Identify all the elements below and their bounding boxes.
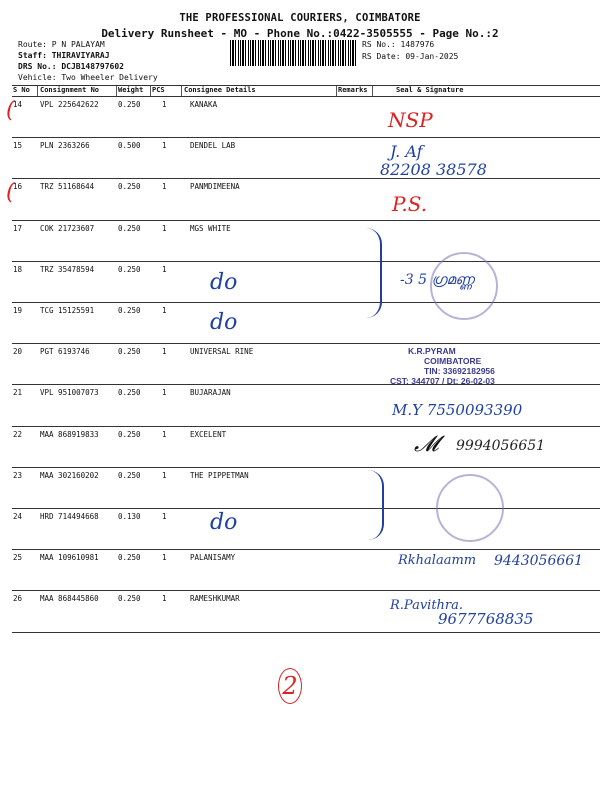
- company-stamp: [390, 346, 560, 386]
- divider: [336, 86, 337, 96]
- row-pcs: 1: [162, 100, 167, 109]
- row-weight: 0.250: [118, 100, 141, 109]
- row-consignment: COK 21723607: [40, 223, 95, 233]
- red-check-mark: (: [6, 180, 15, 205]
- row-sno: 15: [13, 141, 23, 151]
- row-rule: [12, 549, 600, 550]
- row-consignment: MAA 868445860: [40, 594, 99, 604]
- row-sno: 21: [13, 388, 23, 398]
- divider: [150, 86, 151, 96]
- seal-stamp: [436, 474, 504, 542]
- row-consignment: VPL 225642622: [40, 100, 99, 109]
- row-rule: [12, 508, 600, 509]
- row-pcs: 1: [162, 388, 167, 398]
- drs-number: DRS No.: DCJB148797602: [18, 62, 124, 71]
- row-consignment: PLN 2363266: [40, 141, 90, 151]
- divider: [372, 86, 373, 96]
- row-sno: 24: [13, 512, 23, 521]
- row-sno: 25: [13, 553, 23, 563]
- signature-row25: Rkhalaamm: [398, 553, 477, 568]
- row-rule: [12, 426, 600, 427]
- row-consignee: PALANISAMY: [190, 553, 236, 563]
- row-pcs: 1: [162, 470, 167, 480]
- signature-row18: -3 5 ഗ്രമണ്ണ: [400, 272, 474, 288]
- staff: Staff: THIRAVIYARAJ: [18, 51, 110, 60]
- row-weight: 0.250: [118, 182, 141, 192]
- row-rule: [12, 261, 600, 262]
- row-sno: 19: [13, 306, 23, 315]
- row-consignee: MGS WHITE: [190, 223, 231, 233]
- row-consignment: TRZ 51168644: [40, 182, 95, 192]
- barcode: [230, 40, 358, 66]
- brace-mark: [366, 228, 382, 318]
- row-sno: 14: [13, 100, 23, 109]
- row-pcs: 1: [162, 264, 167, 274]
- rs-number: RS No.: 1487976: [362, 40, 435, 49]
- row-rule: [12, 632, 600, 633]
- row-pcs: 1: [162, 347, 167, 357]
- row-consignee: PANMDIMEENA: [190, 182, 240, 192]
- row-consignee: BUJARAJAN: [190, 388, 231, 398]
- ditto-row19: do: [210, 310, 238, 335]
- row-rule: [12, 302, 600, 303]
- stamp-line: TIN: 33692182956: [424, 366, 495, 376]
- row-weight: 0.250: [118, 347, 141, 357]
- phone-row25: 9443056661: [494, 553, 584, 569]
- signature-row15: J. Af: [390, 142, 423, 161]
- ditto-row24: do: [210, 510, 238, 535]
- table-header: [0, 86, 600, 96]
- row-consignment: MAA 302160202: [40, 470, 99, 480]
- row-sno: 18: [13, 264, 23, 274]
- row-rule: [12, 220, 600, 221]
- row-consignee: RAMESHKUMAR: [190, 594, 240, 604]
- row-weight: 0.250: [118, 388, 141, 398]
- row-weight: 0.250: [118, 594, 141, 604]
- row-pcs: 1: [162, 223, 167, 233]
- header-bottom-rule: [12, 96, 600, 97]
- row-consignment: VPL 951007073: [40, 388, 99, 398]
- signature-row22: 𝓜: [414, 432, 439, 457]
- row-sno: 16: [13, 182, 23, 192]
- stamp-line: CST: 344707 / Dt: 26-02-03: [390, 376, 495, 386]
- row-pcs: 1: [162, 182, 167, 192]
- row-weight: 0.250: [118, 470, 141, 480]
- phone-row15: 82208 38578: [380, 160, 487, 179]
- row-rule: [12, 343, 600, 344]
- row-rule: [12, 137, 600, 138]
- page-mark: 2: [278, 668, 302, 704]
- row-sno: 22: [13, 429, 23, 439]
- row-sno: 17: [13, 223, 23, 233]
- col-remarks: Remarks: [338, 86, 368, 94]
- col-consignee: Consignee Details: [184, 86, 256, 94]
- seal-stamp: [430, 252, 498, 320]
- row-consignment: MAA 868919833: [40, 429, 99, 439]
- signature-row14: NSP: [388, 108, 433, 132]
- row-sno: 20: [13, 347, 23, 357]
- divider: [181, 86, 182, 96]
- row-pcs: 1: [162, 512, 167, 521]
- phone-row26: 9677768835: [438, 610, 534, 628]
- phone-row22: 9994056651: [456, 438, 546, 454]
- row-rule: [12, 467, 600, 468]
- row-weight: 0.500: [118, 141, 141, 151]
- row-consignee: UNIVERSAL RINE: [190, 347, 254, 357]
- company-title: THE PROFESSIONAL COURIERS, COIMBATORE: [179, 12, 421, 24]
- ditto-row18: do: [210, 270, 238, 295]
- row-pcs: 1: [162, 141, 167, 151]
- row-pcs: 1: [162, 306, 167, 315]
- signature-row26: R.Pavithra.: [390, 598, 464, 613]
- red-check-mark: (: [6, 98, 15, 123]
- col-seal: Seal & Signature: [396, 86, 464, 94]
- row-weight: 0.130: [118, 512, 141, 521]
- row-weight: 0.250: [118, 429, 141, 439]
- rs-date: RS Date: 09-Jan-2025: [362, 52, 459, 61]
- divider: [116, 86, 117, 96]
- divider: [37, 86, 38, 96]
- signature-row16: P.S.: [392, 192, 428, 216]
- col-pcs: PCS: [152, 86, 165, 94]
- col-consignment: Consignment No: [40, 86, 100, 94]
- stamp-line: COIMBATORE: [424, 356, 482, 366]
- row-consignee: KANAKA: [190, 100, 218, 109]
- row-sno: 26: [13, 594, 23, 604]
- vehicle: Vehicle: Two Wheeler Delivery: [18, 73, 158, 82]
- row-consignment: PGT 6193746: [40, 347, 90, 357]
- row-pcs: 1: [162, 553, 167, 563]
- row-weight: 0.250: [118, 553, 141, 563]
- row-weight: 0.250: [118, 306, 141, 315]
- runsheet-title: Delivery Runsheet - MO - Phone No.:0422-3505555 - Page No.:2: [101, 27, 499, 40]
- row-consignment: HRD 714494668: [40, 512, 99, 521]
- row-sno: 23: [13, 470, 23, 480]
- row-weight: 0.250: [118, 223, 141, 233]
- row-rule: [12, 590, 600, 591]
- col-weight: Weight: [118, 86, 144, 94]
- row-consignment: TCG 15125591: [40, 306, 95, 315]
- row-consignee: THE PIPPETMAN: [190, 470, 249, 480]
- row-pcs: 1: [162, 594, 167, 604]
- route: Route: P N PALAYAM: [18, 40, 105, 49]
- row-pcs: 1: [162, 429, 167, 439]
- row-consignment: TRZ 35478594: [40, 264, 95, 274]
- row-consignment: MAA 109610981: [40, 553, 99, 563]
- row-consignee: DENDEL LAB: [190, 141, 236, 151]
- row-rule: [12, 178, 600, 179]
- phone-row21: M.Y 7550093390: [392, 401, 523, 419]
- row-consignee: EXCELENT: [190, 429, 227, 439]
- row-weight: 0.250: [118, 264, 141, 274]
- col-sno: S No: [13, 86, 30, 94]
- stamp-line: K.R.PYRAM: [408, 346, 456, 356]
- brace-mark: [368, 470, 384, 540]
